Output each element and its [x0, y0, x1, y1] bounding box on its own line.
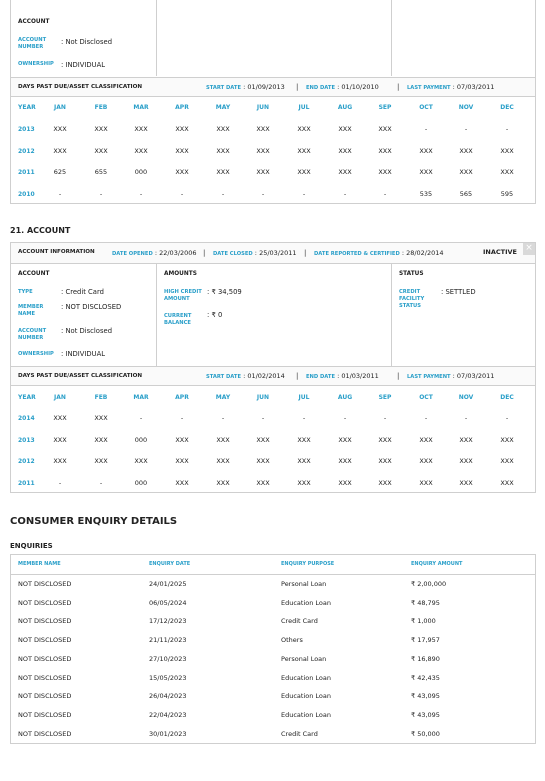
dpd-cell: XXX [53, 414, 67, 422]
dpd-cell: 000 [134, 168, 148, 176]
month-header: JAN [54, 394, 66, 401]
dpd-cell: XXX [94, 435, 108, 444]
dpd-cell: XXX [175, 457, 189, 465]
amounts-header: AMOUNTS [164, 271, 197, 277]
dpd-cell: XXX [53, 125, 67, 133]
table-cell: 30/01/2023 [149, 729, 187, 738]
dpd-cell: XXX [256, 435, 270, 444]
dpd-cell: 000 [134, 435, 148, 444]
dpd-cell: XXX [53, 435, 67, 444]
dpd-last-payment: LAST PAYMENT : 07/03/2011 [407, 372, 495, 380]
type-value: : Credit Card [61, 288, 104, 296]
month-header: NOV [458, 104, 474, 111]
enquiries-table-body [11, 575, 535, 743]
dpd-cell: XXX [338, 435, 352, 444]
ownership-label: OWNERSHIP [18, 61, 54, 67]
table-cell: NOT DISCLOSED [18, 710, 72, 719]
dpd-cell: XXX [53, 146, 67, 155]
year-cell: 2013 [18, 126, 35, 133]
dpd-cell: XXX [500, 478, 514, 487]
type-label: TYPE [18, 289, 33, 295]
month-header: APR [175, 104, 189, 111]
dpd-cell: 535 [419, 189, 433, 198]
table-cell: ₹ 1,000 [411, 617, 436, 626]
month-header: OCT [419, 104, 433, 111]
dpd-cell: - [58, 189, 62, 198]
table-cell: NOT DISCLOSED [18, 598, 72, 607]
separator: | [397, 83, 400, 91]
table-cell: ₹ 2,00,000 [411, 580, 447, 588]
table-row [11, 669, 535, 688]
dpd-cell: - [505, 414, 509, 422]
dpd-cell: XXX [459, 478, 473, 487]
dpd-grid [11, 387, 535, 493]
enquiries-subtitle: ENQUIRIES [10, 542, 53, 550]
table-cell: ₹ 50,000 [411, 729, 440, 738]
month-header: APR [175, 394, 189, 401]
dpd-cell: XXX [297, 478, 311, 487]
dpd-grid [11, 97, 535, 205]
table-cell: NOT DISCLOSED [18, 673, 72, 682]
dpd-cell: XXX [378, 168, 392, 176]
dpd-cell: - [221, 414, 225, 422]
account-header: ACCOUNT [18, 271, 50, 277]
table-row [11, 575, 535, 594]
account-number-label: ACCOUNT NUMBER [18, 37, 47, 50]
dpd-cell: XXX [500, 146, 514, 155]
table-cell: Education Loan [281, 692, 332, 701]
account-number-value: : Not Disclosed [61, 38, 113, 46]
dpd-cell: XXX [175, 146, 189, 155]
dpd-cell: - [383, 414, 387, 422]
table-cell: 17/12/2023 [149, 617, 187, 626]
dpd-cell: XXX [216, 457, 230, 465]
dpd-cell: XXX [378, 125, 392, 133]
table-cell: NOT DISCLOSED [18, 729, 72, 738]
table-cell: NOT DISCLOSED [18, 636, 72, 645]
dpd-cell: XXX [216, 168, 230, 176]
dpd-cell: - [99, 189, 103, 198]
month-header: DEC [500, 394, 514, 401]
table-cell: 27/10/2023 [149, 654, 187, 663]
dpd-cell: - [505, 125, 509, 133]
date-closed: DATE CLOSED : 25/03/2011 [213, 249, 297, 257]
dpd-cell: XXX [94, 457, 108, 465]
month-header: MAY [215, 394, 231, 401]
table-cell: 22/04/2023 [149, 710, 187, 719]
month-header: NOV [458, 394, 474, 401]
account-number-value: : Not Disclosed [61, 327, 113, 335]
year-cell: 2012 [18, 458, 35, 465]
dpd-cell: XXX [419, 168, 433, 176]
dpd-cell: XXX [419, 435, 433, 444]
dpd-cell: - [302, 414, 306, 422]
month-header: MAY [215, 104, 231, 111]
dpd-cell: - [424, 414, 428, 422]
dpd-cell: XXX [378, 146, 392, 155]
dpd-cell: - [58, 478, 62, 487]
dpd-cell: XXX [94, 146, 108, 155]
month-header: MAR [133, 104, 149, 111]
dpd-cell: XXX [256, 146, 270, 155]
month-header: AUG [337, 104, 353, 111]
table-row [11, 631, 535, 650]
account-21-card [10, 242, 536, 493]
dpd-cell: - [464, 414, 468, 422]
dpd-cell: XXX [459, 168, 473, 176]
dpd-cell: 000 [134, 478, 148, 487]
dpd-cell: XXX [378, 457, 392, 465]
table-row [11, 650, 535, 669]
dpd-cell: XXX [459, 146, 473, 155]
month-header: DEC [500, 104, 514, 111]
table-cell: Credit Card [281, 617, 318, 626]
table-row [11, 594, 535, 613]
month-header: FEB [94, 394, 108, 401]
year-cell: 2014 [18, 415, 35, 422]
dpd-cell: XXX [500, 435, 514, 444]
account-number-label: ACCOUNT NUMBER [18, 328, 47, 341]
table-cell: Personal Loan [281, 580, 327, 588]
ownership-value: : INDIVIDUAL [61, 350, 106, 358]
credit-facility-status-value: : SETTLED [441, 288, 476, 296]
dpd-cell: XXX [338, 168, 352, 176]
ownership-label: OWNERSHIP [18, 351, 54, 357]
table-cell: 26/04/2023 [149, 692, 187, 701]
table-cell: Others [281, 636, 303, 645]
status-header: STATUS [399, 271, 424, 277]
dpd-cell: XXX [419, 478, 433, 487]
table-row [11, 687, 535, 706]
account-20-card [10, 0, 536, 204]
divider [391, 0, 392, 76]
dpd-cell: XXX [338, 146, 352, 155]
table-cell: Personal Loan [281, 654, 327, 663]
dpd-cell: XXX [175, 435, 189, 444]
dpd-cell: XXX [216, 125, 230, 133]
table-cell: ₹ 43,095 [411, 710, 440, 719]
dpd-cell: - [302, 189, 306, 198]
dpd-cell: - [221, 189, 225, 198]
dpd-cell: XXX [459, 435, 473, 444]
dpd-cell: XXX [256, 168, 270, 176]
enquiry-section-title: CONSUMER ENQUIRY DETAILS [10, 516, 178, 527]
date-opened: DATE OPENED : 22/03/2006 [112, 249, 197, 257]
enquiries-table-header [11, 555, 535, 575]
table-row [11, 725, 535, 744]
dpd-cell: XXX [378, 478, 392, 487]
table-cell: NOT DISCLOSED [18, 580, 72, 588]
dpd-cell: XXX [338, 478, 352, 487]
dpd-cell: - [261, 189, 265, 198]
dpd-cell: XXX [175, 168, 189, 176]
year-header: YEAR [18, 394, 36, 401]
dpd-title: DAYS PAST DUE/ASSET CLASSIFICATION [18, 84, 143, 90]
dpd-cell: XXX [500, 168, 514, 176]
dpd-cell: XXX [338, 457, 352, 465]
year-cell: 2011 [18, 479, 35, 487]
status-badge: INACTIVE [483, 248, 517, 256]
separator: | [203, 249, 206, 257]
col-enquiry-amount: ENQUIRY AMOUNT [411, 561, 463, 567]
table-cell: 15/05/2023 [149, 673, 187, 682]
year-cell: 2013 [18, 436, 35, 444]
dpd-cell: XXX [297, 457, 311, 465]
dpd-start: START DATE : 01/02/2014 [206, 372, 285, 380]
account-info-header [11, 243, 535, 264]
table-cell: ₹ 17,957 [411, 636, 440, 645]
member-name-value: : NOT DISCLOSED [61, 303, 122, 311]
year-cell: 2010 [18, 190, 35, 198]
dpd-cell: XXX [175, 125, 189, 133]
dpd-cell: XXX [500, 457, 514, 465]
dpd-cell: XXX [94, 414, 108, 422]
dpd-cell: - [261, 414, 265, 422]
ownership-value: : INDIVIDUAL [61, 61, 106, 69]
table-cell: NOT DISCLOSED [18, 692, 72, 701]
current-balance-value: : ₹ 0 [207, 311, 223, 319]
table-cell: 24/01/2025 [149, 580, 187, 588]
separator: | [304, 249, 307, 257]
separator: | [296, 372, 299, 380]
month-header: JUN [256, 394, 270, 401]
dpd-cell: XXX [256, 478, 270, 487]
table-cell: ₹ 42,435 [411, 673, 440, 682]
table-row [11, 612, 535, 631]
month-header: JAN [54, 104, 66, 111]
dpd-cell: XXX [134, 125, 148, 133]
dpd-cell: XXX [297, 168, 311, 176]
month-header: MAR [133, 394, 149, 401]
dpd-cell: XXX [419, 146, 433, 155]
dpd-cell: XXX [378, 435, 392, 444]
dpd-cell: - [343, 414, 347, 422]
col-member-name: MEMBER NAME [18, 561, 61, 567]
month-header: JUL [298, 394, 310, 401]
dpd-cell: XXX [53, 457, 67, 465]
divider [156, 264, 157, 366]
dpd-cell: - [180, 414, 184, 422]
date-reported: DATE REPORTED & CERTIFIED : 28/02/2014 [314, 249, 444, 257]
dpd-cell: - [343, 189, 347, 198]
dpd-last-payment: LAST PAYMENT : 07/03/2011 [407, 83, 495, 91]
high-credit-value: : ₹ 34,509 [207, 288, 242, 296]
table-cell: Education Loan [281, 598, 332, 607]
dpd-cell: XXX [94, 125, 108, 133]
table-cell: NOT DISCLOSED [18, 654, 72, 663]
dpd-cell: XXX [256, 457, 270, 465]
table-cell: Education Loan [281, 710, 332, 719]
dpd-end: END DATE : 01/10/2010 [306, 83, 379, 91]
dpd-cell: XXX [419, 457, 433, 465]
month-header: SEP [378, 104, 392, 111]
enquiries-table [10, 554, 536, 744]
dpd-cell: XXX [134, 457, 148, 465]
dpd-cell: XXX [338, 125, 352, 133]
dpd-cell: XXX [216, 478, 230, 487]
dpd-cell: - [139, 189, 143, 198]
year-header: YEAR [18, 104, 36, 111]
dpd-cell: XXX [175, 478, 189, 487]
table-cell: Education Loan [281, 673, 332, 682]
table-cell: ₹ 43,095 [411, 692, 440, 701]
dpd-cell: XXX [459, 457, 473, 465]
high-credit-label: HIGH CREDIT AMOUNT [164, 289, 202, 302]
dpd-start: START DATE : 01/09/2013 [206, 83, 285, 91]
divider [156, 0, 157, 76]
month-header: FEB [94, 104, 108, 111]
dpd-cell: - [180, 189, 184, 198]
dpd-cell: 565 [459, 189, 473, 198]
table-cell: ₹ 48,795 [411, 598, 440, 607]
separator: | [397, 372, 400, 380]
month-header: AUG [337, 394, 353, 401]
dpd-cell: - [139, 414, 143, 422]
table-cell: NOT DISCLOSED [18, 617, 72, 626]
member-name-label: MEMBER NAME [18, 304, 44, 317]
month-header: JUN [256, 104, 270, 111]
table-cell: Credit Card [281, 729, 318, 738]
dpd-cell: XXX [297, 146, 311, 155]
dpd-cell: - [383, 189, 387, 198]
dpd-cell: - [99, 478, 103, 487]
dpd-cell: 655 [94, 168, 108, 176]
account-21-title: 21. ACCOUNT [10, 226, 71, 235]
table-cell: 21/11/2023 [149, 636, 187, 645]
account-info-label: ACCOUNT INFORMATION [18, 249, 95, 255]
dpd-cell: XXX [297, 435, 311, 444]
dpd-cell: 595 [500, 189, 514, 198]
dpd-cell: - [464, 125, 468, 133]
col-enquiry-date: ENQUIRY DATE [149, 561, 191, 567]
table-cell: ₹ 16,890 [411, 654, 440, 663]
dpd-cell: XXX [216, 146, 230, 155]
month-header: JUL [298, 104, 310, 111]
dpd-cell: 625 [53, 168, 67, 176]
divider [391, 264, 392, 366]
year-cell: 2011 [18, 169, 35, 176]
close-icon[interactable]: × [523, 243, 535, 255]
year-cell: 2012 [18, 147, 35, 155]
dpd-cell: XXX [297, 125, 311, 133]
current-balance-label: CURRENT BALANCE [164, 313, 192, 326]
dpd-title: DAYS PAST DUE/ASSET CLASSIFICATION [18, 373, 143, 379]
month-header: OCT [419, 394, 433, 401]
credit-facility-status-label: CREDIT FACILITY STATUS [399, 289, 425, 309]
dpd-cell: XXX [134, 146, 148, 155]
dpd-cell: XXX [216, 435, 230, 444]
dpd-header [11, 77, 535, 97]
dpd-cell: - [424, 125, 428, 133]
table-row [11, 706, 535, 725]
dpd-end: END DATE : 01/03/2011 [306, 372, 379, 380]
account-header: ACCOUNT [18, 19, 50, 25]
col-enquiry-purpose: ENQUIRY PURPOSE [281, 561, 335, 567]
month-header: SEP [378, 394, 392, 401]
table-cell: 06/05/2024 [149, 598, 187, 607]
dpd-cell: XXX [256, 125, 270, 133]
dpd-header [11, 366, 535, 386]
separator: | [296, 83, 299, 91]
